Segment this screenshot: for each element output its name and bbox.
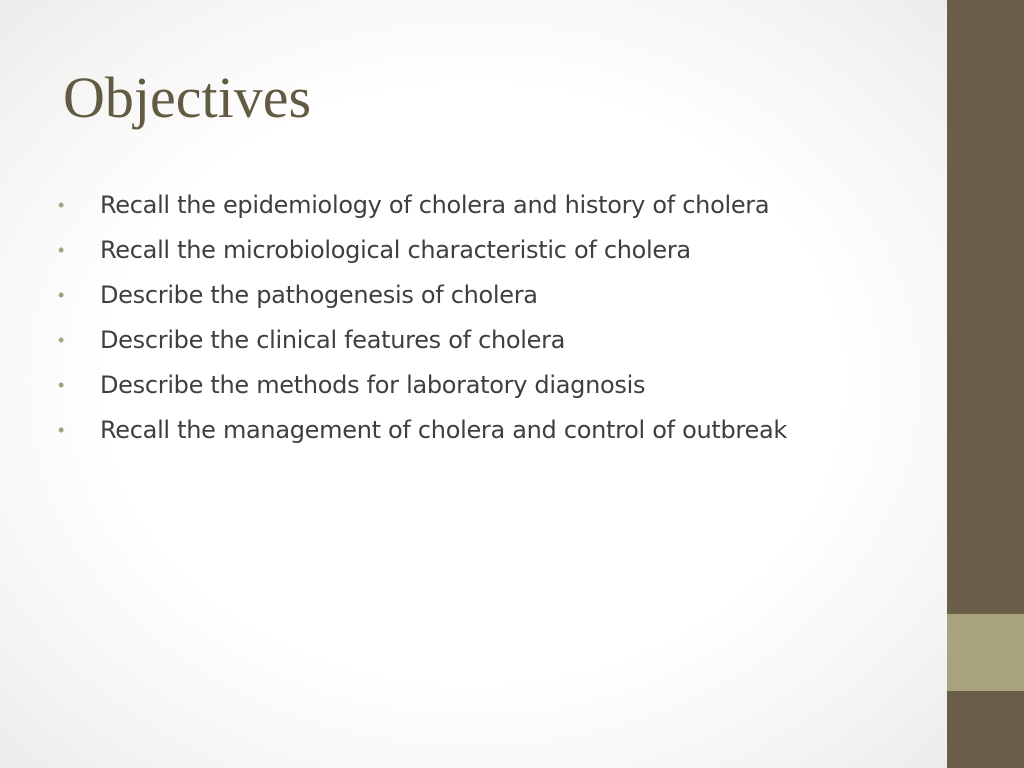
- list-item: [58, 318, 787, 363]
- objectives-list: [58, 183, 787, 453]
- bullet-icon: •: [58, 420, 65, 440]
- bullet-text: Describe the clinical features of cholera: [100, 326, 566, 354]
- list-item: [58, 183, 787, 228]
- bullet-text: Describe the methods for laboratory diagnosis: [100, 371, 646, 399]
- bullet-text: Recall the epidemiology of cholera and history of cholera: [100, 191, 770, 219]
- list-item: [58, 228, 787, 273]
- bullet-icon: •: [58, 195, 65, 215]
- list-item: [58, 273, 787, 318]
- bullet-text: Recall the microbiological characteristic of cholera: [100, 236, 691, 264]
- bullet-text: Recall the management of cholera and control of outbreak: [100, 416, 787, 444]
- bullet-icon: •: [58, 240, 65, 260]
- sidebar-accent-block: [947, 614, 1024, 691]
- bullet-icon: •: [58, 285, 65, 305]
- list-item: [58, 363, 787, 408]
- bullet-text: Describe the pathogenesis of cholera: [100, 281, 538, 309]
- list-item: [58, 408, 787, 453]
- bullet-icon: •: [58, 330, 65, 350]
- bullet-icon: •: [58, 375, 65, 395]
- slide-title: Objectives: [63, 65, 312, 130]
